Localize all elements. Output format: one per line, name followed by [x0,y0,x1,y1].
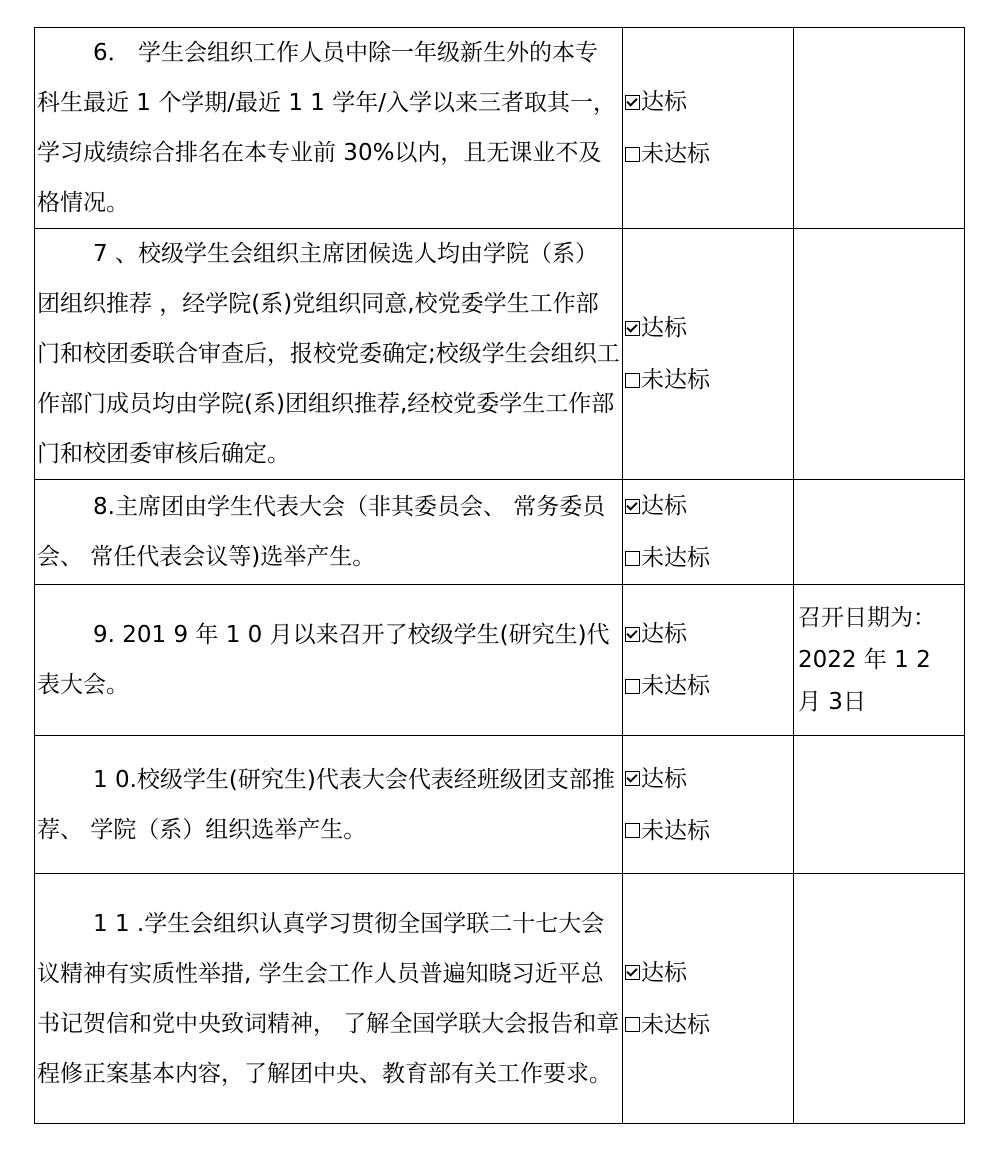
criterion-text: 8.主席团由学生代表大会（非其委员会、 常务委员会、 常任代表会议等)选举产生。 [37,494,606,570]
criterion-text: 7 、校级学生会组织主席团候选人均由学院（系）团组织推荐 ，经学院(系)党组织同意,校党委学生工作部门和校团委联合审查后，报校党委确定;校级学生会组织工作部门成员均由学院(系)团组织推荐,经校党委学生工作部门和校团委审核后确定。 [37,241,620,467]
met-option[interactable] [625,302,793,354]
unmet-label: 未达标 [641,817,710,844]
unchecked-box-icon[interactable] [625,1017,640,1032]
criterion-cell [35,480,623,585]
checked-box-icon[interactable] [625,627,640,642]
met-label: 达标 [641,315,687,341]
met-option[interactable] [625,753,793,805]
table-row [35,480,965,585]
note-cell [794,229,965,480]
criteria-table [34,27,965,1124]
table-row [35,585,965,736]
checked-box-icon[interactable] [625,321,640,336]
criterion-cell [35,736,623,874]
criterion-text: 9. 201 9 年 1 0 月以来召开了校级学生(研究生)代表大会。 [37,622,610,698]
unchecked-box-icon[interactable] [625,551,640,566]
unmet-option[interactable] [625,532,793,584]
criterion-text: 1 1 .学生会组织认真学习贯彻全国学联二十七大会议精神有实质性举措, 学生会工作人员普遍知晓习近平总书记贺信和党中央致词精神， 了解全国学联大会报告和章程修正案基本内容，了解团中央、教育部有关工作要求。 [37,910,620,1087]
status-cell [623,229,794,480]
status-cell [623,585,794,736]
table-row [35,736,965,874]
table-row [35,874,965,1124]
unchecked-box-icon[interactable] [625,679,640,694]
met-label: 达标 [641,621,687,647]
unmet-option[interactable] [625,660,793,712]
note-cell [794,28,965,229]
met-option[interactable] [625,608,793,660]
note-cell [794,736,965,874]
unmet-label: 未达标 [641,141,710,167]
status-cell [623,480,794,585]
status-cell [623,874,794,1124]
unmet-label: 未达标 [641,673,710,699]
table-row [35,229,965,480]
met-option[interactable] [625,480,793,532]
criterion-cell [35,585,623,736]
unchecked-box-icon[interactable] [625,373,640,388]
unmet-label: 未达标 [641,1011,710,1038]
note-cell [794,480,965,585]
checked-box-icon[interactable] [625,771,640,786]
criterion-text: 1 0.校级学生(研究生)代表大会代表经班级团支部推荐、 学院（系）组织选举产生。 [37,766,615,843]
criterion-text: 6． 学生会组织工作人员中除一年级新生外的本专科生最近 1 个学期/最近 1 1 学年/入学以来三者取其一，学习成绩综合排名在本专业前 30%以内，且无课业不及格情况。 [37,40,616,216]
criterion-cell [35,28,623,229]
met-label: 达标 [641,959,687,986]
status-cell [623,28,794,229]
checked-box-icon[interactable] [625,499,640,514]
unmet-label: 未达标 [641,367,710,393]
met-option[interactable] [625,947,793,999]
checked-box-icon[interactable] [625,95,640,110]
criterion-cell [35,229,623,480]
meeting-date-note: 召开日期为：2022 年 1 2 月 3日 [798,605,936,715]
status-cell [623,736,794,874]
table-row [35,28,965,229]
met-label: 达标 [641,765,687,792]
checked-box-icon[interactable] [625,965,640,980]
criterion-cell [35,874,623,1124]
note-cell [794,585,965,736]
unmet-option[interactable] [625,999,793,1051]
unmet-option[interactable] [625,128,793,180]
met-option[interactable] [625,76,793,128]
met-label: 达标 [641,493,687,519]
unmet-option[interactable] [625,354,793,406]
met-label: 达标 [641,89,687,115]
unchecked-box-icon[interactable] [625,147,640,162]
unmet-option[interactable] [625,805,793,857]
unmet-label: 未达标 [641,545,710,571]
unchecked-box-icon[interactable] [625,823,640,838]
note-cell [794,874,965,1124]
